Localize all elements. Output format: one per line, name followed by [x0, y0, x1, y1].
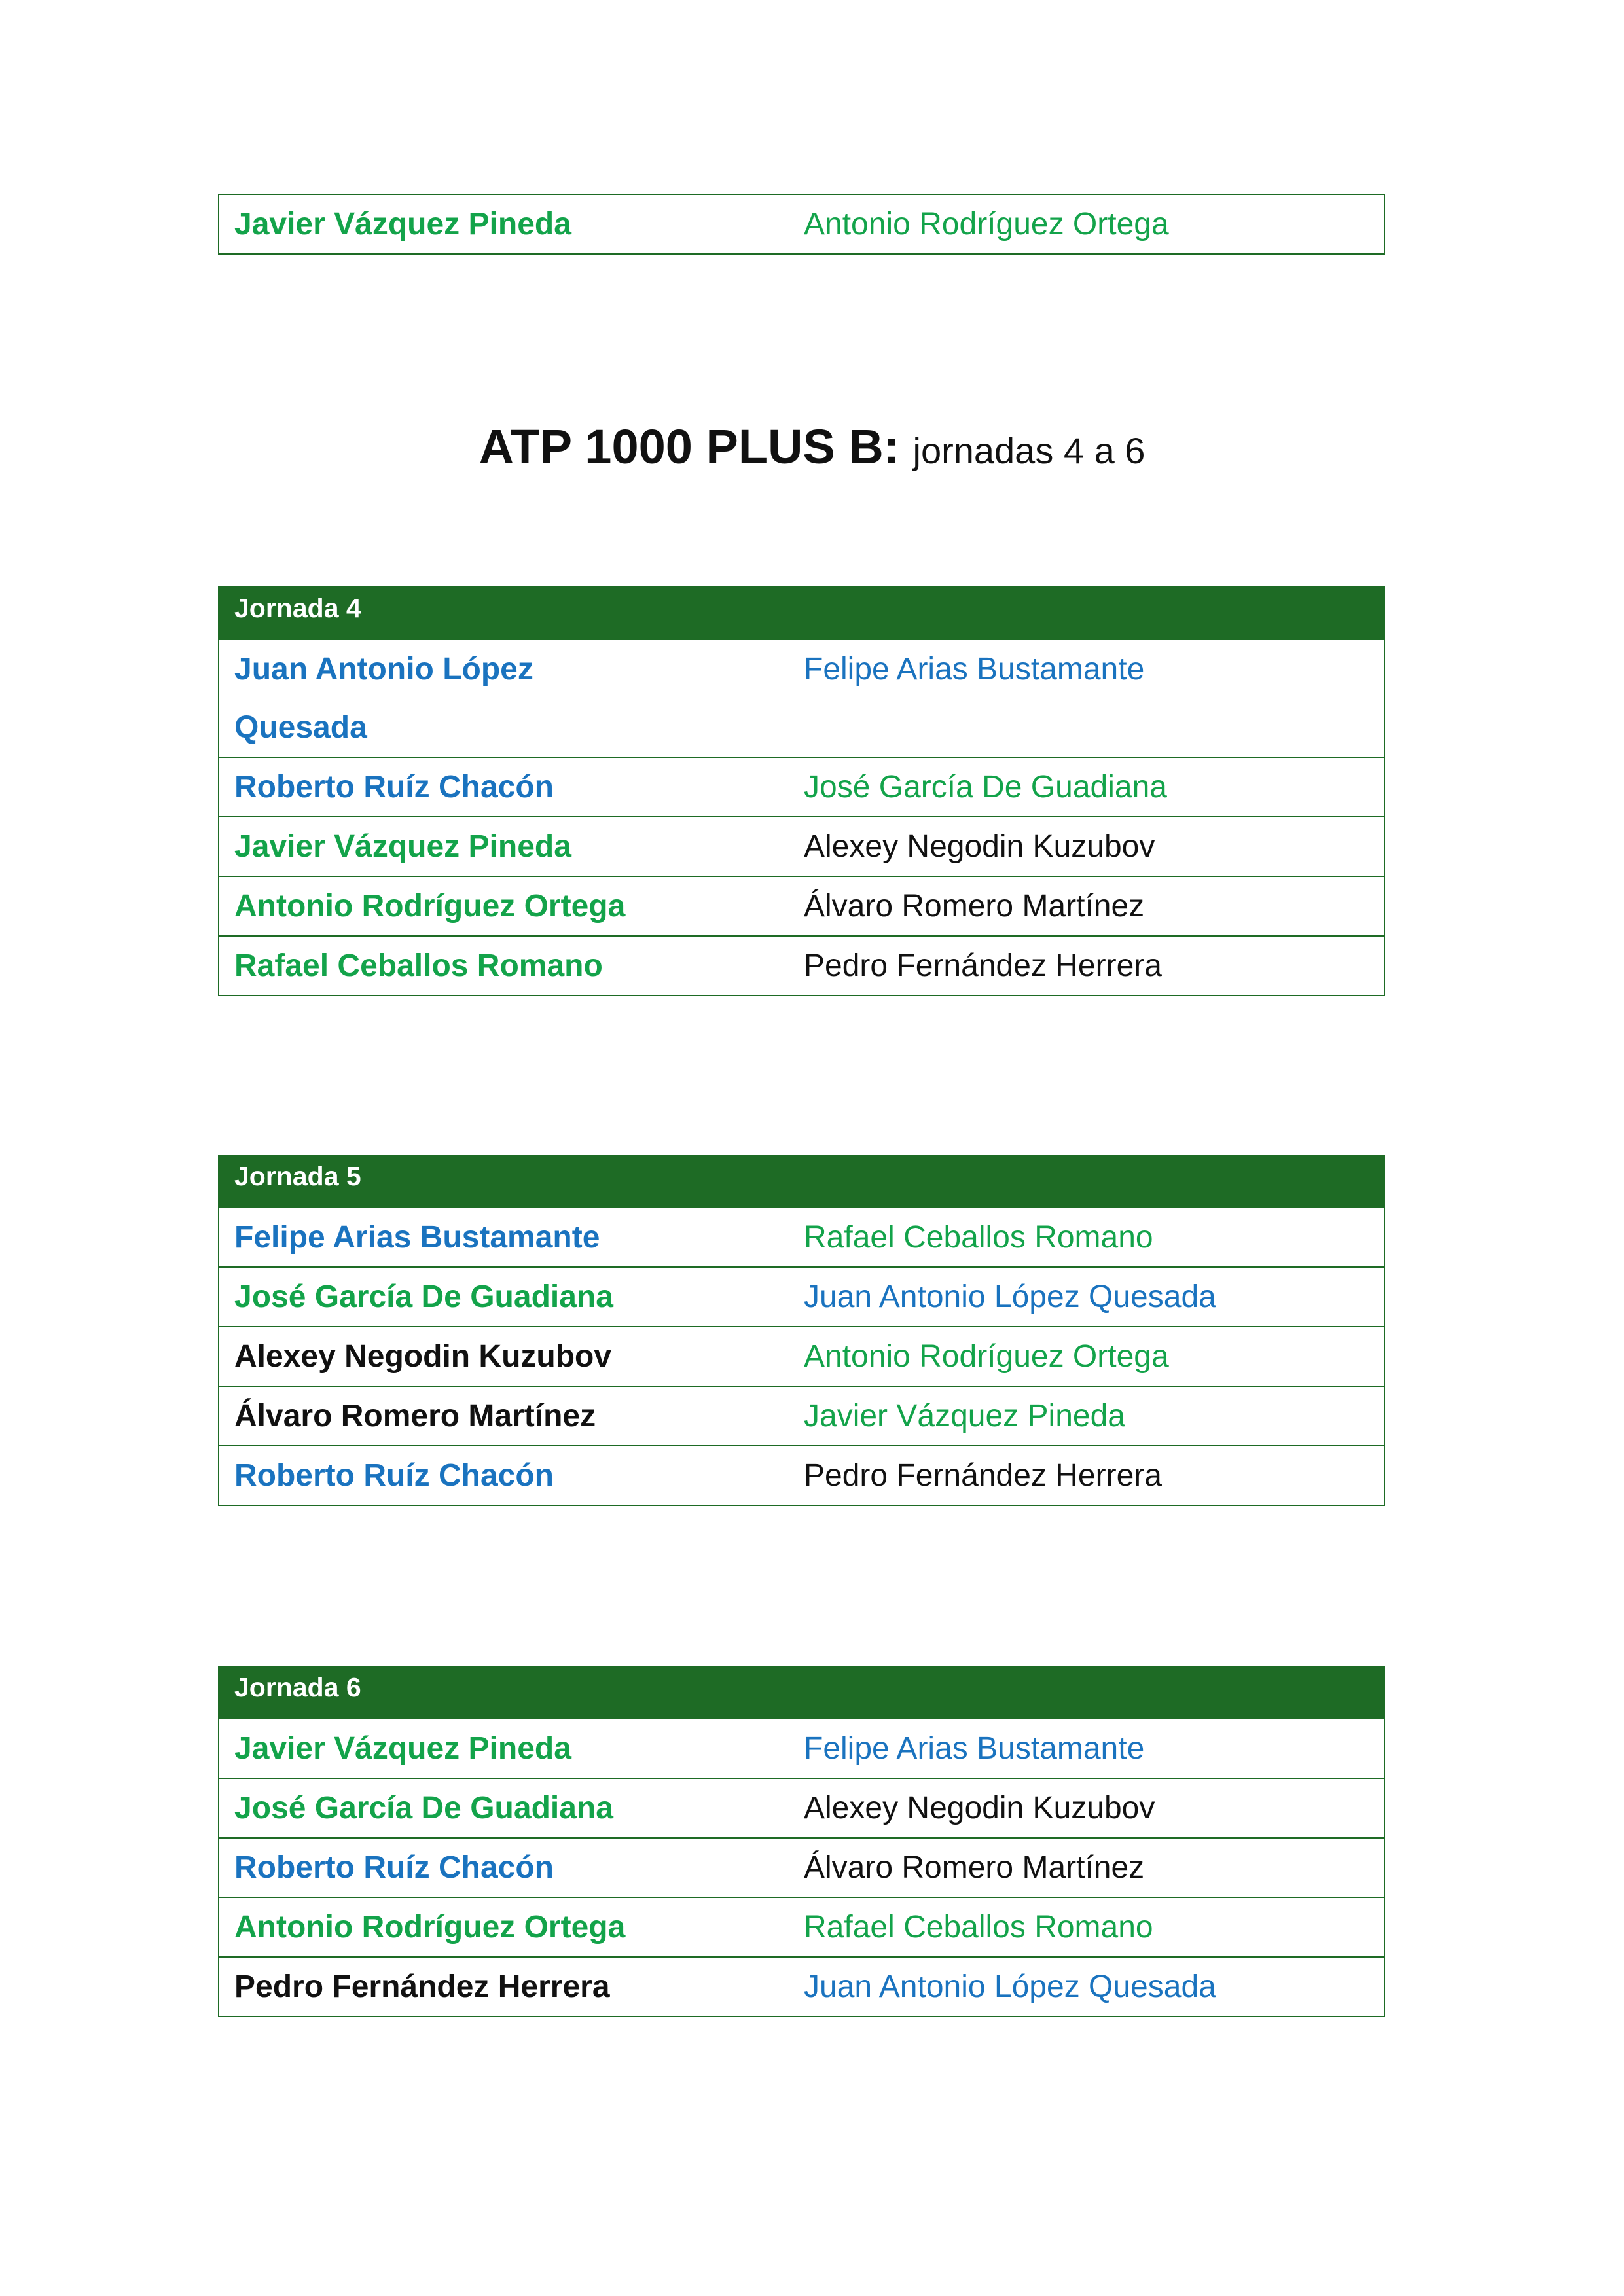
player-left: Rafael Ceballos Romano: [234, 948, 603, 983]
table-row: [219, 195, 1384, 253]
player-right: Felipe Arias Bustamante: [804, 1731, 1145, 1766]
continuation-table: [218, 194, 1385, 255]
player-left: Javier Vázquez Pineda: [234, 829, 571, 864]
player-left: Roberto Ruíz Chacón: [234, 1458, 554, 1493]
table-row: [219, 1956, 1384, 2016]
jornada-header: Jornada 4: [219, 588, 1384, 640]
jornada-table: [218, 1666, 1385, 2017]
player-left: Antonio Rodríguez Ortega: [234, 889, 626, 924]
table-row: [219, 640, 1384, 757]
page-title: [0, 419, 1624, 475]
player-right: José García De Guadiana: [804, 770, 1167, 804]
player-right: Felipe Arias Bustamante: [804, 652, 1145, 687]
player-left: José García De Guadiana: [234, 1791, 613, 1825]
player-left: José García De Guadiana: [234, 1280, 613, 1314]
player-right: Javier Vázquez Pineda: [804, 1399, 1125, 1433]
player-right: Alexey Negodin Kuzubov: [804, 1791, 1155, 1825]
player-right: Pedro Fernández Herrera: [804, 1458, 1162, 1493]
player-right: Rafael Ceballos Romano: [804, 1220, 1153, 1255]
table-row: [219, 1266, 1384, 1326]
table-row: [219, 816, 1384, 876]
player-left: Javier Vázquez Pineda: [234, 207, 571, 242]
table-row: [219, 1445, 1384, 1505]
player-right: Juan Antonio López Quesada: [804, 1280, 1216, 1314]
player-left: Alexey Negodin Kuzubov: [234, 1339, 612, 1374]
player-right: Antonio Rodríguez Ortega: [804, 1339, 1169, 1374]
table-row: [219, 1386, 1384, 1445]
jornada-table: [218, 586, 1385, 996]
table-row: [219, 935, 1384, 995]
player-right: Alexey Negodin Kuzubov: [804, 829, 1155, 864]
player-right: Pedro Fernández Herrera: [804, 948, 1162, 983]
player-left: Felipe Arias Bustamante: [234, 1220, 600, 1255]
jornada-header: Jornada 6: [219, 1667, 1384, 1719]
player-left: Pedro Fernández Herrera: [234, 1969, 610, 2004]
player-right: Álvaro Romero Martínez: [804, 889, 1145, 924]
table-row: [219, 876, 1384, 935]
table-row: [219, 1208, 1384, 1266]
player-left: Javier Vázquez Pineda: [234, 1731, 571, 1766]
player-right: Antonio Rodríguez Ortega: [804, 207, 1169, 242]
table-row: [219, 1837, 1384, 1897]
player-left: Juan Antonio López Quesada: [234, 652, 533, 745]
player-right: Juan Antonio López Quesada: [804, 1969, 1216, 2004]
jornada-header: Jornada 5: [219, 1156, 1384, 1208]
player-left: Álvaro Romero Martínez: [234, 1399, 596, 1433]
table-row: [219, 1778, 1384, 1837]
table-row: [219, 1719, 1384, 1778]
player-right: Rafael Ceballos Romano: [804, 1910, 1153, 1945]
player-left: Antonio Rodríguez Ortega: [234, 1910, 626, 1945]
player-left: Roberto Ruíz Chacón: [234, 770, 554, 804]
title-normal: jornadas 4 a 6: [912, 430, 1146, 471]
player-right: Álvaro Romero Martínez: [804, 1850, 1145, 1885]
player-left: Roberto Ruíz Chacón: [234, 1850, 554, 1885]
table-row: [219, 1326, 1384, 1386]
table-row: [219, 1897, 1384, 1956]
table-row: [219, 757, 1384, 816]
title-bold: ATP 1000 PLUS B:: [478, 420, 900, 474]
jornada-table: [218, 1155, 1385, 1506]
